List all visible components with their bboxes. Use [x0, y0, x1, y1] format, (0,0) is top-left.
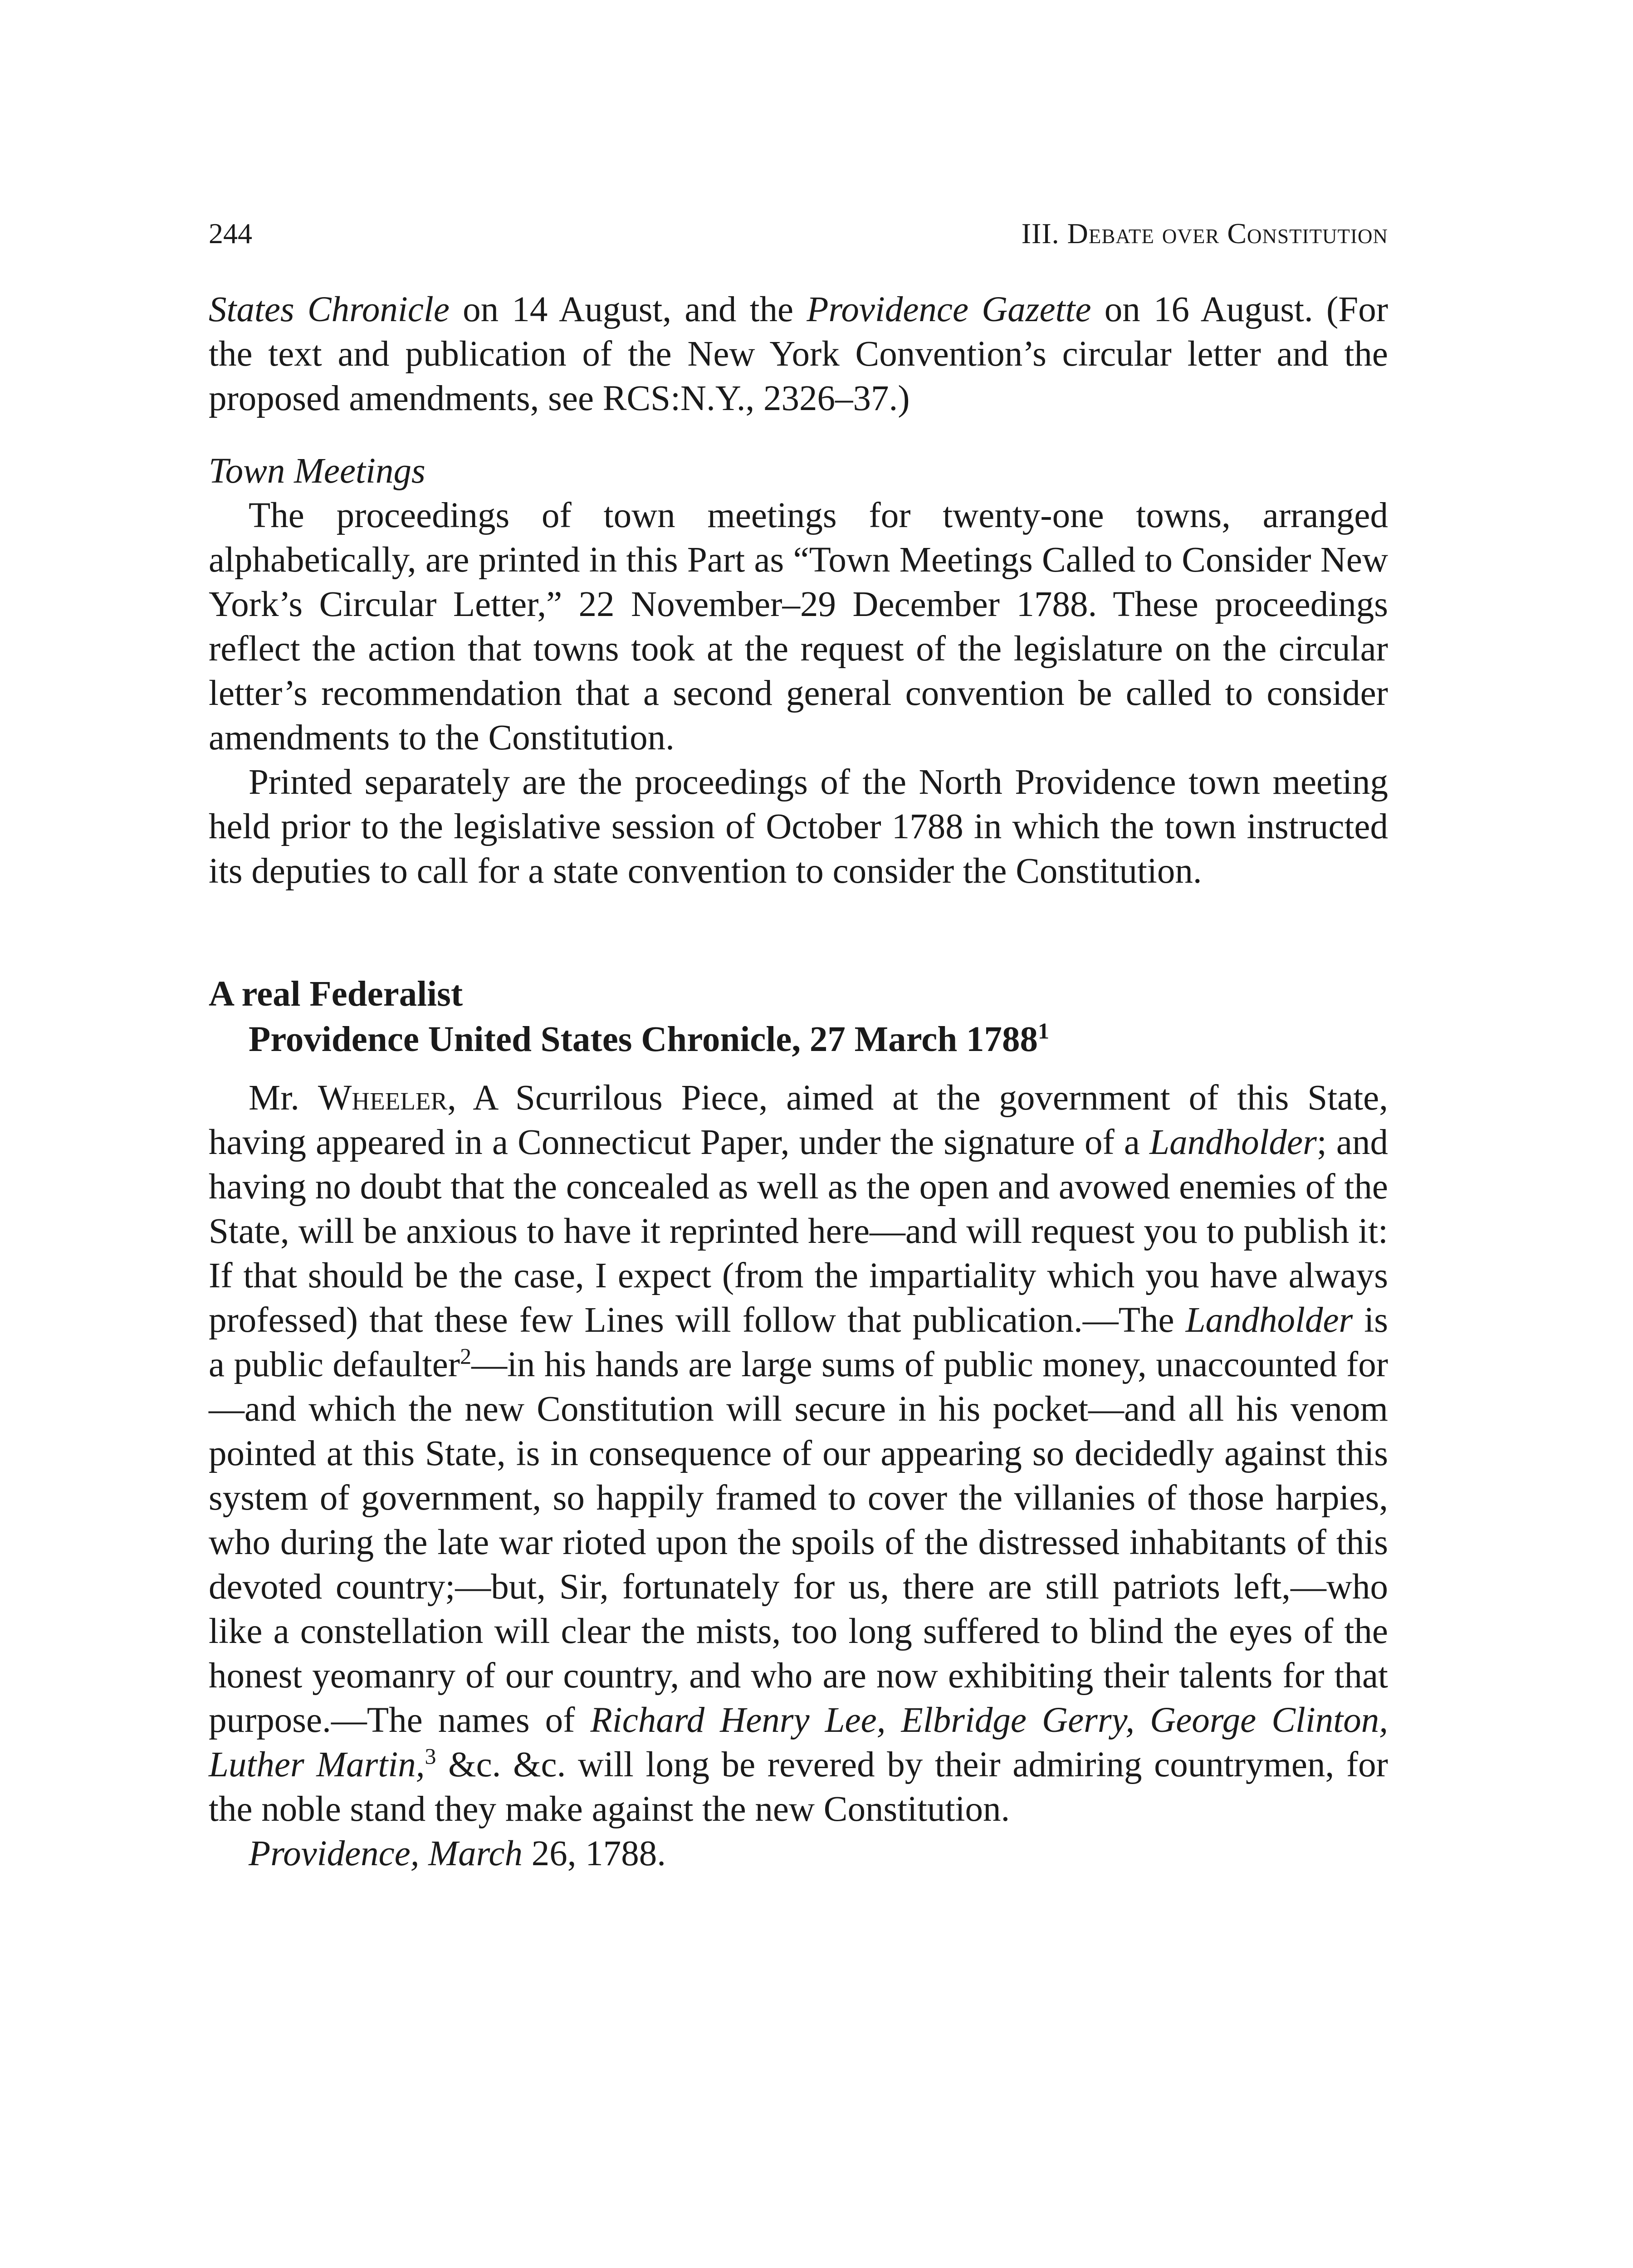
page-number: 244 — [209, 217, 252, 249]
footnote-ref: 3 — [425, 1743, 436, 1769]
article-text: , A Scurrilous Piece, aimed at the government of this State, having appeared in a Connecticut Paper, under the signature of a — [209, 1078, 1388, 1162]
intro-paragraph — [209, 288, 1388, 421]
north-providence-paragraph: Printed separately are the proceedings of the North Providence town meeting held prior to the legislative session of October 1788 in which the town instructed its deputies to call for a state convention to consider the Constitution. — [209, 763, 1388, 891]
article-title: A real Federalist — [209, 974, 463, 1014]
town-meetings-paragraph: The proceedings of town meetings for twenty-one towns, arranged alphabetically, are printed in this Part as “Town Meetings Called to Consider New York’s Circular Letter,” 22 November–29 December 1788. These proceedings reflect the action that towns took at the request of the legislature on the circular letter’s recommendation that a second general convention be called to consider amendments to the Constitution. — [209, 496, 1388, 758]
dateline — [209, 1832, 1388, 1876]
publication-title: Providence Gazette — [807, 290, 1091, 329]
article-text: ; and having no doubt that the concealed as well as the open and avowed enemies of the State, will be anxious to have it reprinted here—and will request you to publish it: If that should be the case, I expect (from the impartiality which you have always professed) that these few Lines will follow that publication.—The — [209, 1123, 1388, 1340]
dateline-date: 26, 1788. — [522, 1834, 666, 1873]
article-heading — [209, 972, 1388, 1062]
footnote-ref: 1 — [1038, 1018, 1050, 1044]
town-meetings-heading: Town Meetings — [209, 451, 425, 491]
salutation: Mr. — [249, 1078, 318, 1118]
article-body — [209, 1076, 1388, 1832]
addressee: Wheeler — [318, 1078, 448, 1118]
publication-title: States Chronicle — [209, 290, 450, 329]
article-text: &c. &c. will long be revered by their admiring countrymen, for the noble stand they make against the new Constitution. — [209, 1745, 1388, 1829]
article-text: —in his hands are large sums of public money, unaccounted for—and which the new Constitution will secure in his pocket—and all his venom pointed at this State, is in consequence of our appearing so decidedly against this system of government, so happily framed to cover the villanies of those harpies, who during the late war rioted upon the spoils of the distressed inhabitants of this devoted country;—but, Sir, fortunately for us, there are still patriots left,—who like a constellation will clear the mists, too long suffered to blind the eyes of the honest yeomanry of our country, and who are now exhibiting their talents for that purpose.—The names of — [209, 1345, 1388, 1740]
article-source-text: Providence United States Chronicle, 27 March 1788 — [249, 1020, 1038, 1059]
article-source — [209, 1017, 1388, 1062]
patriot-names: Richard Henry Lee, Elbridge Gerry, George Clinton, Luther Martin, — [209, 1701, 1388, 1784]
footnote-ref: 2 — [460, 1343, 472, 1369]
page-content — [209, 213, 1388, 1876]
intro-text: on 14 August, and the — [449, 290, 807, 329]
pseudonym: Landholder — [1149, 1123, 1317, 1162]
pseudonym: Landholder — [1185, 1300, 1353, 1340]
intro-text: on 16 August. (For the text and publication of the New York Convention’s circular letter and the proposed amendments, see RCS:N.Y., 2326–37.) — [209, 290, 1388, 418]
dateline-place: Providence, March — [249, 1834, 523, 1873]
article-text: is a public defaulter — [209, 1300, 1388, 1384]
running-head — [209, 213, 1388, 254]
running-section-title: III. Debate over Constitution — [1021, 217, 1388, 249]
